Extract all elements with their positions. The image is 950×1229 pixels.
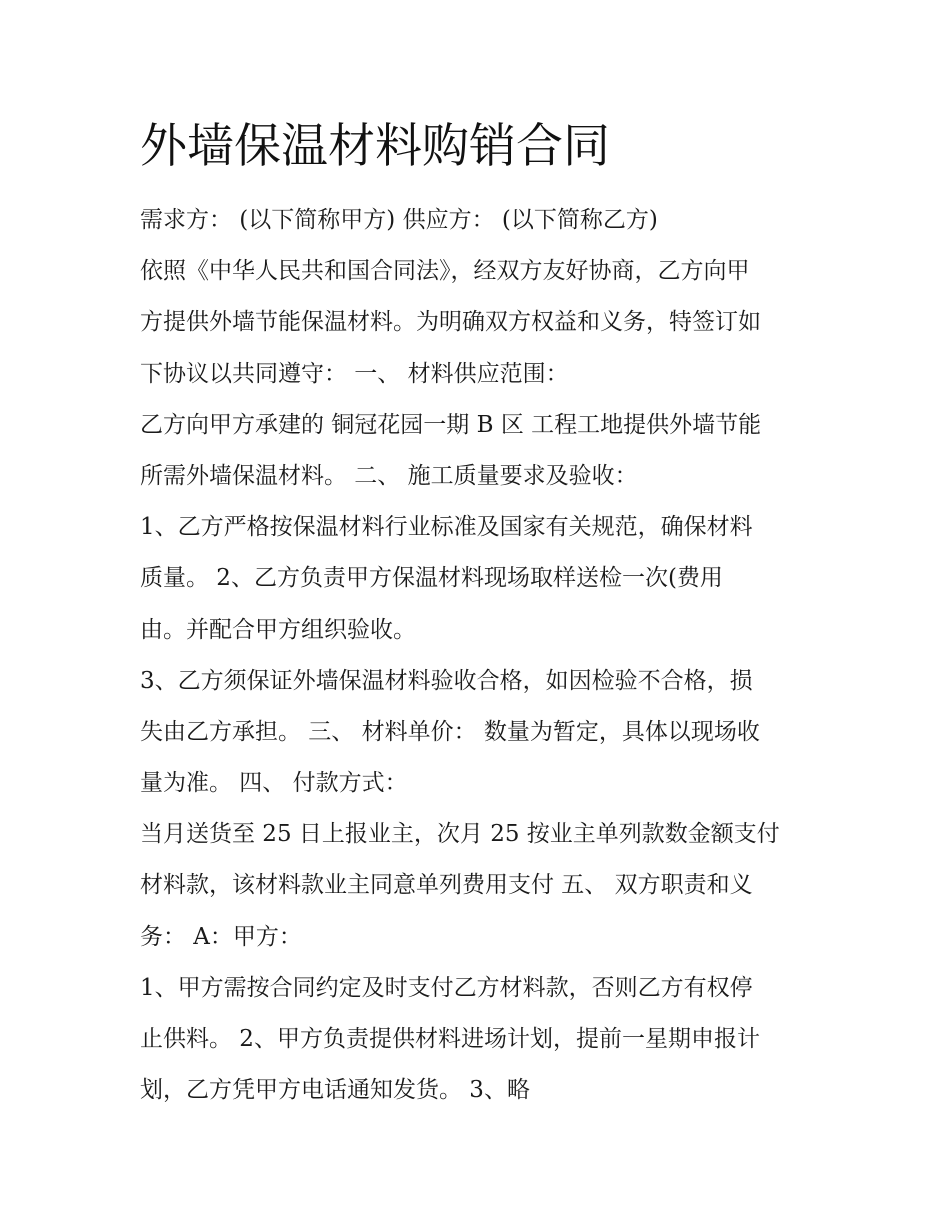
text-line: 依照《中华人民共和国合同法》，经双方友好协商，乙方向甲 — [140, 258, 750, 285]
text-line: 需求方： (以下简称甲方) 供应方： (以下简称乙方) — [140, 207, 658, 233]
text-line: 量为准。 四、 付款方式： — [140, 770, 408, 797]
text-line: 由。并配合甲方组织验收。 — [140, 616, 416, 643]
text-line: 务： A：甲方： — [140, 923, 302, 950]
text-line: 乙方向甲方承建的 铜冠花园一期 B 区 工程工地提供外墙节能 — [140, 411, 762, 438]
text-line: 下协议以共同遵守： 一、 材料供应范围： — [140, 360, 569, 387]
text-line: 所需外墙保温材料。 二、 施工质量要求及验收： — [140, 462, 638, 489]
text-line: 方提供外墙节能保温材料。为明确双方权益和义务，特签订如 — [140, 309, 761, 336]
text-line: 3、乙方须保证外墙保温材料验收合格，如因检验不合格，损 — [140, 667, 753, 694]
document-title: 外墙保温材料购销合同 — [140, 119, 610, 174]
text-line: 质量。 2、乙方负责甲方保温材料现场取样送检一次(费用 — [140, 565, 723, 592]
text-line: 划，乙方凭甲方电话通知发货。 3、略 — [140, 1077, 530, 1104]
text-line: 当月送货至 25 日上报业主，次月 25 按业主单列款数金额支付 — [140, 821, 780, 848]
text-line: 止供料。 2、甲方负责提供材料进场计划，提前一星期申报计 — [140, 1026, 760, 1052]
text-line: 失由乙方承担。 三、 材料单价： 数量为暂定，具体以现场收 — [140, 718, 760, 745]
text-line: 1、甲方需按合同约定及时支付乙方材料款，否则乙方有权停 — [140, 974, 753, 1001]
text-line: 材料款，该材料款业主同意单列费用支付 五、 双方职责和义 — [140, 872, 753, 899]
text-line: 1、乙方严格按保温材料行业标准及国家有关规范，确保材料 — [140, 514, 753, 541]
contract-body — [140, 195, 820, 1116]
